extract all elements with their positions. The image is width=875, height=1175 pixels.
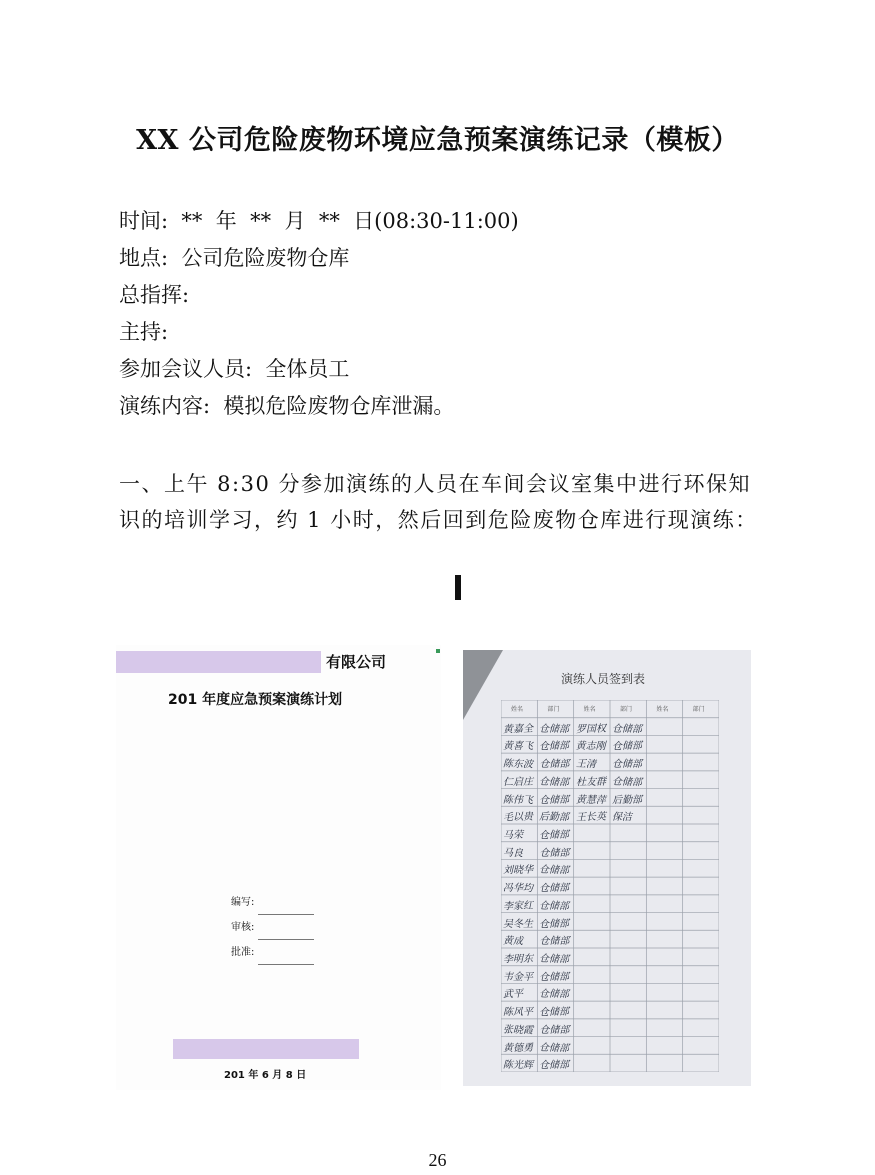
handwritten-entry: 刘晓华: [502, 865, 534, 877]
handwritten-entry: 张晓霞: [502, 1024, 534, 1037]
redacted-company-footer: [173, 1039, 359, 1059]
handwritten-entry: 陈光辉: [502, 1060, 534, 1072]
handwritten-entry: 仓储部: [539, 1006, 570, 1019]
handwritten-entry: 黄志刚: [575, 741, 606, 753]
handwritten-entry: 陈伟飞: [502, 794, 534, 806]
sheet-header-cell: 部门: [620, 706, 633, 713]
sheet-header-cell: 姓名: [583, 706, 596, 713]
text-cursor: [455, 575, 461, 600]
handwritten-entry: 仓储部: [539, 847, 570, 859]
sign-in-sheet-photo: [463, 650, 751, 1086]
info-participants: 参加会议人员: 全体员工: [119, 357, 350, 381]
handwritten-entry: 仓储部: [539, 989, 570, 1001]
handwritten-entry: 马荣: [503, 830, 523, 841]
handwritten-entry: 仓储部: [539, 882, 570, 895]
plan-date: 201 年 6 月 8 日: [224, 1070, 307, 1081]
handwritten-entry: 武平: [502, 989, 524, 1001]
redacted-company-name: [116, 651, 321, 673]
handwritten-entry: 杜友群: [575, 776, 606, 789]
section-one-paragraph: 一、上午 8:30 分参加演练的人员在车间会议室集中进行环保知识的培训学习，约 1 小时，然后回到危险废物仓库进行现演练：: [119, 472, 758, 532]
handwritten-entry: 王清: [575, 758, 596, 771]
handwritten-entry: 仓储部: [539, 740, 570, 753]
handwritten-entry: 后勤部: [611, 794, 643, 806]
sheet-header-cell: 姓名: [511, 706, 524, 713]
handwritten-entry: 仓储部: [539, 794, 570, 806]
handwritten-entry: 仓储部: [539, 1024, 570, 1036]
handwritten-entry: 仓储部: [539, 759, 570, 771]
info-location: 地点: 公司危险废物仓库: [119, 246, 350, 270]
handwritten-entry: 仓储部: [539, 918, 570, 931]
handwritten-entry: 李明东: [502, 953, 534, 966]
page-number: 26: [428, 1150, 447, 1170]
plan-field-approve: 批准:: [231, 940, 314, 965]
handwritten-entry: 仓储部: [611, 723, 643, 735]
handwritten-entry: 仓储部: [539, 829, 570, 842]
handwritten-entry: 黄慧萍: [575, 794, 606, 806]
sign-in-table: [501, 700, 719, 1072]
plan-fields: [231, 890, 314, 965]
info-time: 时间: ** 年 ** 月 ** 日(08:30-11:00): [119, 209, 519, 233]
page-title: XX 公司危险废物环境应急预案演练记录（模板）: [136, 125, 739, 156]
info-commander: 总指挥:: [119, 283, 190, 307]
handwritten-entry: 仓储部: [539, 971, 570, 983]
handwritten-entry: 黄德勇: [502, 1042, 534, 1054]
handwritten-entry: 陈风平: [503, 1007, 533, 1019]
handwritten-entry: 黄成: [502, 935, 524, 948]
handwritten-entry: 罗国权: [575, 723, 606, 736]
handwritten-entry: 仓储部: [539, 776, 570, 789]
handwritten-entry: 仓储部: [612, 759, 642, 771]
plan-field-review: 审核:: [231, 915, 314, 940]
handwritten-entry: 后勤部: [539, 812, 570, 824]
handwritten-entry: 仓储部: [539, 953, 570, 966]
info-host: 主持:: [119, 320, 169, 344]
sheet-header-cell: 姓名: [656, 706, 669, 713]
handwritten-entry: 吴冬生: [503, 918, 533, 930]
photo-shadow-corner: [463, 650, 503, 720]
plan-company-suffix: 有限公司: [326, 653, 387, 671]
handwritten-entry: 韦金平: [502, 971, 534, 983]
handwritten-entry: 黄喜飞: [503, 741, 533, 753]
handwritten-entry: 仓储部: [539, 1042, 570, 1055]
handwritten-entry: 黄嘉全: [502, 723, 534, 736]
handwritten-entry: 马良: [502, 847, 524, 860]
handwritten-entry: 仓储部: [539, 1060, 570, 1072]
info-content: 演练内容: 模拟危险废物仓库泄漏。: [119, 394, 455, 418]
handwritten-entry: 王长英: [575, 811, 606, 824]
handwritten-entry: 仓储部: [611, 740, 643, 753]
handwritten-entry: 保洁: [611, 812, 633, 824]
handwritten-entry: 陈东波: [502, 758, 534, 771]
plan-cover-photo: [116, 645, 441, 1090]
green-dot: [436, 649, 440, 653]
handwritten-entry: 仓储部: [539, 864, 570, 877]
handwritten-entry: 冯华均: [502, 882, 534, 895]
plan-field-author: 编写:: [231, 890, 314, 915]
drill-info: [119, 203, 519, 425]
handwritten-entry: 仁启庄: [502, 776, 534, 789]
sign-in-grid: [501, 700, 719, 1072]
handwritten-entry: 仓储部: [539, 936, 570, 948]
sheet-header-cell: 部门: [692, 706, 705, 713]
handwritten-entry: 李家红: [502, 900, 534, 913]
handwritten-entry: 仓储部: [539, 900, 570, 913]
handwritten-entry: 仓储部: [539, 723, 570, 735]
sheet-title: 演练人员签到表: [561, 672, 646, 686]
plan-title: 201 年度应急预案演练计划: [168, 692, 343, 708]
handwritten-entry: 仓储部: [611, 776, 643, 789]
handwritten-entry: 毛以贵: [502, 811, 534, 824]
sheet-header-cell: 部门: [547, 706, 560, 713]
